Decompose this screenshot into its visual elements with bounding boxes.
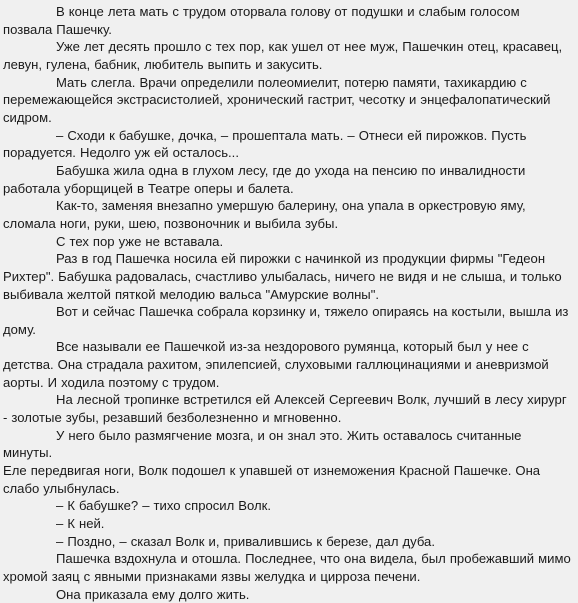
paragraph-4: – Сходи к бабушке, дочка, – прошептала мать. – Отнеси ей пирожков. Пусть порадуется. Недолго уж ей осталось... (3, 127, 527, 161)
paragraph-11: На лесной тропинке встретился ей Алексей Сергеевич Волк, лучший в лесу хирург - золотые зубы, резавший безболезненно и мгновенно. (3, 392, 567, 426)
paragraph-1: В конце лета мать с трудом оторвала голову от подушки и слабым голосом позвала Пашечку. (3, 4, 520, 37)
paragraph-7: С тех пор уже не вставала. (56, 233, 224, 249)
paragraph-14: – К бабушке? – тихо спросил Волк. (56, 498, 272, 514)
paragraph-12: У него было размягчение мозга, и он знал это. Жить оставалось считанные минуты. (3, 427, 522, 461)
paragraph-10: Все называли ее Пашечкой из-за нездорового румянца, который был у нее с детства. Она страдала рахитом, эпилепсией, слуховыми галлюцинациями и аневризмой аорты. И ходила поэтому с трудом. (3, 339, 549, 390)
paragraph-16: – Поздно, – сказал Волк и, привалившись к березе, дал дуба. (56, 533, 435, 549)
paragraph-9: Вот и сейчас Пашечка собрала корзинку и, тяжело опираясь на костыли, вышла из дому. (3, 304, 569, 337)
paragraph-15: – К ней. (56, 516, 105, 532)
paragraph-5: Бабушка жила одна в глухом лесу, где до ухода на пенсию по инвалидности работала уборщицей в Театре оперы и балета. (3, 162, 526, 196)
paragraph-17: Пашечка вздохнула и отошла. Последнее, что она видела, был пробежавший мимо хромой заяц с явными признаками язвы желудка и цирроза печени. (3, 551, 571, 584)
paragraph-3: Мать слегла. Врачи определили полеомиелит, потерю памяти, тахикардию с перемежающейся экстрасистолией, хронический гастрит, чесотку и энцефалопатический сидром. (3, 74, 551, 125)
paragraph-18: Она приказала ему долго жить. (56, 586, 250, 602)
paragraph-2: Уже лет десять прошло с тех пор, как ушел от нее муж, Пашечкин отец, красавец, левун, гулена, бабник, любитель выпить и закусить. (3, 39, 563, 72)
paragraph-6: Как-то, заменяя внезапно умершую балерину, она упала в оркестровую яму, сломала ноги, руки, шею, позвоночник и выбила зубы. (3, 198, 526, 231)
paragraph-8: Раз в год Пашечка носила ей пирожки с начинкой из продукции фирмы "Гедеон Рихтер". Бабушка радовалась, счастливо улыбалась, ничего не видя и не слыша, и только выбивала желтой пяткой мелодию вальса "Амурские волны". (3, 251, 562, 302)
paragraph-13: Еле передвигая ноги, Волк подошел к упавшей от изнеможения Красной Пашечке. Она слабо улыбнулась. (3, 463, 541, 496)
